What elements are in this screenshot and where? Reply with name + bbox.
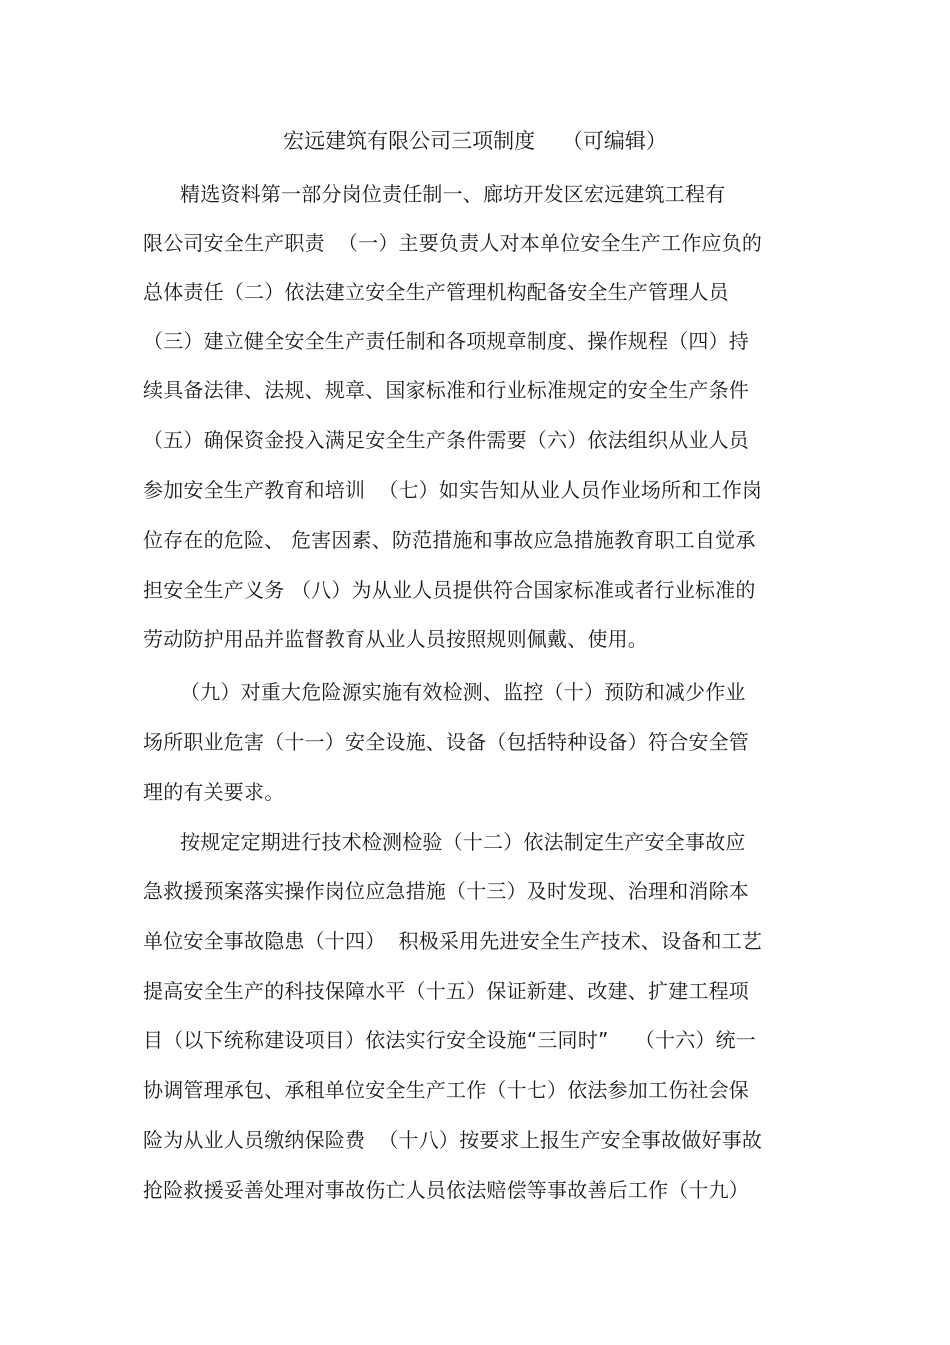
paragraph-1-line-9: 担安全生产义务 （八）为从业人员提供符合国家标准或者行业标准的 xyxy=(143,578,756,602)
paragraph-1-line-1: 精选资料第一部分岗位责任制一、廊坊开发区宏远建筑工程有 xyxy=(180,182,726,206)
paragraph-1-line-10: 劳动防护用品并监督教育从业人员按照规则佩戴、使用。 xyxy=(143,627,648,651)
document-title: 宏远建筑有限公司三项制度 （可编辑） xyxy=(283,129,667,153)
paragraph-1-line-5: 续具备法律、法规、规章、国家标准和行业标准规定的安全生产条件 xyxy=(143,378,749,402)
paragraph-1-line-7: 参加安全生产教育和培训 （七）如实告知从业人员作业场所和工作岗 xyxy=(143,478,763,502)
paragraph-3-line-6: 协调管理承包、承租单位安全生产工作（十七）依法参加工伤社会保 xyxy=(143,1078,749,1102)
paragraph-3-line-7: 险为从业人员缴纳保险费 （十八）按要求上报生产安全事故做好事故 xyxy=(143,1128,763,1152)
paragraph-3-line-5: 目（以下统称建设项目）依法实行安全设施“三同时” （十六）统一 xyxy=(143,1028,756,1052)
paragraph-3-line-1: 按规定定期进行技术检测检验（十二）依法制定生产安全事故应 xyxy=(180,830,746,854)
paragraph-1-line-8: 位存在的危险、 危害因素、防范措施和事故应急措施教育职工自觉承 xyxy=(143,528,756,552)
paragraph-3-line-8: 抢险救援妥善处理对事故伤亡人员依法赔偿等事故善后工作（十九） xyxy=(143,1178,749,1202)
paragraph-1-line-3: 总体责任（二）依法建立安全生产管理机构配备安全生产管理人员 xyxy=(143,280,729,304)
paragraph-2-line-3: 理的有关要求。 xyxy=(143,780,285,804)
paragraph-3-line-2: 急救援预案落实操作岗位应急措施（十三）及时发现、治理和消除本 xyxy=(143,879,749,903)
paragraph-3-line-3: 单位安全事故隐患（十四） 积极采用先进安全生产技术、设备和工艺 xyxy=(143,929,763,953)
paragraph-2-line-1: （九）对重大危险源实施有效检测、监控（十）预防和减少作业 xyxy=(180,680,746,704)
paragraph-3-line-4: 提高安全生产的科技保障水平（十五）保证新建、改建、扩建工程项 xyxy=(143,979,749,1003)
paragraph-1-line-4: （三）建立健全安全生产责任制和各项规章制度、操作规程（四）持 xyxy=(143,329,749,353)
paragraph-1-line-2: 限公司安全生产职责 （一）主要负责人对本单位安全生产工作应负的 xyxy=(143,231,763,255)
paragraph-2-line-2: 场所职业危害（十一）安全设施、设备（包括特种设备）符合安全管 xyxy=(143,730,749,754)
paragraph-1-line-6: （五）确保资金投入满足安全生产条件需要（六）依法组织从业人员 xyxy=(143,428,749,452)
